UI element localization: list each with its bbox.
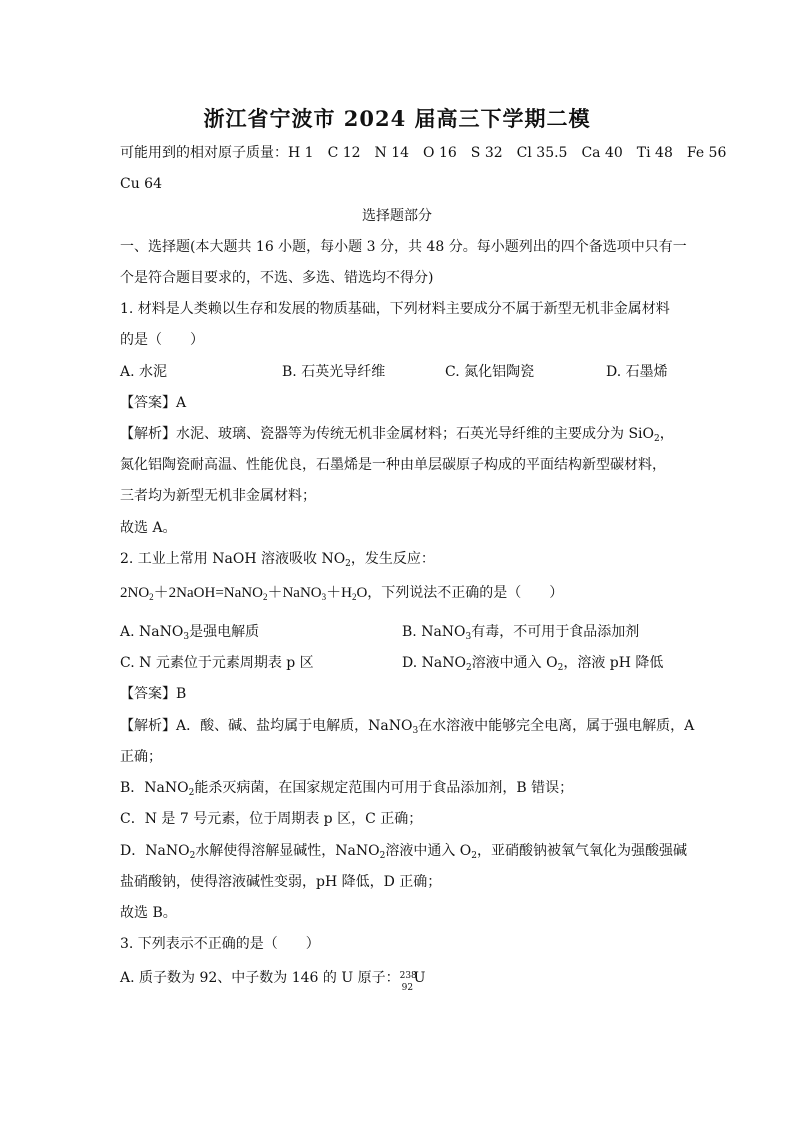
page-title: 浙江省宁波市 2024 届高三下学期二模 [203, 106, 591, 131]
q2-conclusion: 故选 B。 [120, 905, 177, 921]
q1-explanation-line-1: 【解析】水泥、玻璃、瓷器等为传统无机非金属材料；石英光导纤维的主要成分为 SiO$_2$， [120, 426, 674, 444]
q2-option-a: A. NaNO$_3$是强电解质 [120, 624, 260, 642]
q2-explanation-a-line-1: 【解析】A．酸、碱、盐均属于电解质，NaNO$_3$在水溶液中能够完全电离，属于强电解质，A [120, 718, 695, 736]
atomic-mass-line-2: Cu 64 [120, 176, 162, 192]
q2-option-c: C. N 元素位于元素周期表 p 区 [120, 655, 314, 671]
q1-explanation-line-3: 三者均为新型无机非金属材料； [120, 488, 316, 504]
q3-stem: 3. 下列表示不正确的是（ ） [120, 936, 320, 952]
q2-option-d: D. NaNO$_2$溶液中通入 $O_2$，溶液 pH 降低 [402, 655, 664, 673]
q2-stem-line-1: 2. 工业上常用 NaOH 溶液吸收 $NO_2$，发生反应： [120, 551, 435, 569]
q2-explanation-a-line-2: 正确； [120, 749, 162, 765]
q1-option-d: D. 石墨烯 [606, 364, 668, 380]
isotope-notation: 238 92 [399, 971, 417, 993]
q1-conclusion: 故选 A。 [120, 520, 177, 536]
q1-answer: 【答案】A [120, 395, 187, 411]
part1-instructions-line-1: 一、选择题(本大题共 16 小题，每小题 3 分，共 48 分。每小题列出的四个备选项中只有一 [120, 239, 687, 255]
q2-stem-line-2: $2NO_2+2NaOH=NaNO_2+NaNO_3+H_2O$，下列说法不正确的是（ ） [120, 585, 564, 602]
q2-option-b: B. NaNO$_3$有毒，不可用于食品添加剂 [402, 624, 640, 642]
q1-option-b: B. 石英光导纤维 [282, 364, 386, 380]
q1-stem-line-2: 的是（ ） [120, 332, 204, 348]
q2-explanation-c: C．N 是 7 号元素，位于周期表 p 区，C 正确； [120, 811, 423, 827]
reaction-equation: $2NO_2+2NaOH=NaNO_2+NaNO_3+H_2O$ [120, 585, 368, 602]
section-title: 选择题部分 [362, 208, 432, 224]
q3-option-a: A. 质子数为 92、中子数为 146 的 U 原子： 238 92 U [120, 970, 426, 993]
q2-explanation-d-line-2: 盐硝酸钠，使得溶液碱性变弱，pH 降低，D 正确； [120, 874, 442, 890]
atomic-mass-line-1: 可能用到的相对原子质量：H 1 C 12 N 14 O 16 S 32 Cl 35.5 Ca 40 Ti 48 Fe 56 [120, 145, 727, 161]
part1-instructions-line-2: 个是符合题目要求的，不选、多选、错选均不得分) [120, 270, 434, 286]
q1-option-c: C. 氮化铝陶瓷 [445, 364, 535, 380]
q1-option-a: A. 水泥 [120, 364, 168, 380]
q2-explanation-b: B．NaNO$_2$能杀灭病菌，在国家规定范围内可用于食品添加剂，B 错误； [120, 780, 574, 798]
q2-explanation-d-line-1: D．NaNO$_2$水解使得溶解显碱性，NaNO$_2$溶液中通入 $O_2$，亚硝酸钠被氧气氧化为强酸强碱 [120, 843, 688, 861]
q1-stem-line-1: 1. 材料是人类赖以生存和发展的物质基础，下列材料主要成分不属于新型无机非金属材料 [120, 301, 670, 317]
q1-explanation-line-2: 氮化铝陶瓷耐高温、性能优良，石墨烯是一种由单层碳原子构成的平面结构新型碳材料， [120, 457, 666, 473]
q2-answer: 【答案】B [120, 686, 187, 702]
